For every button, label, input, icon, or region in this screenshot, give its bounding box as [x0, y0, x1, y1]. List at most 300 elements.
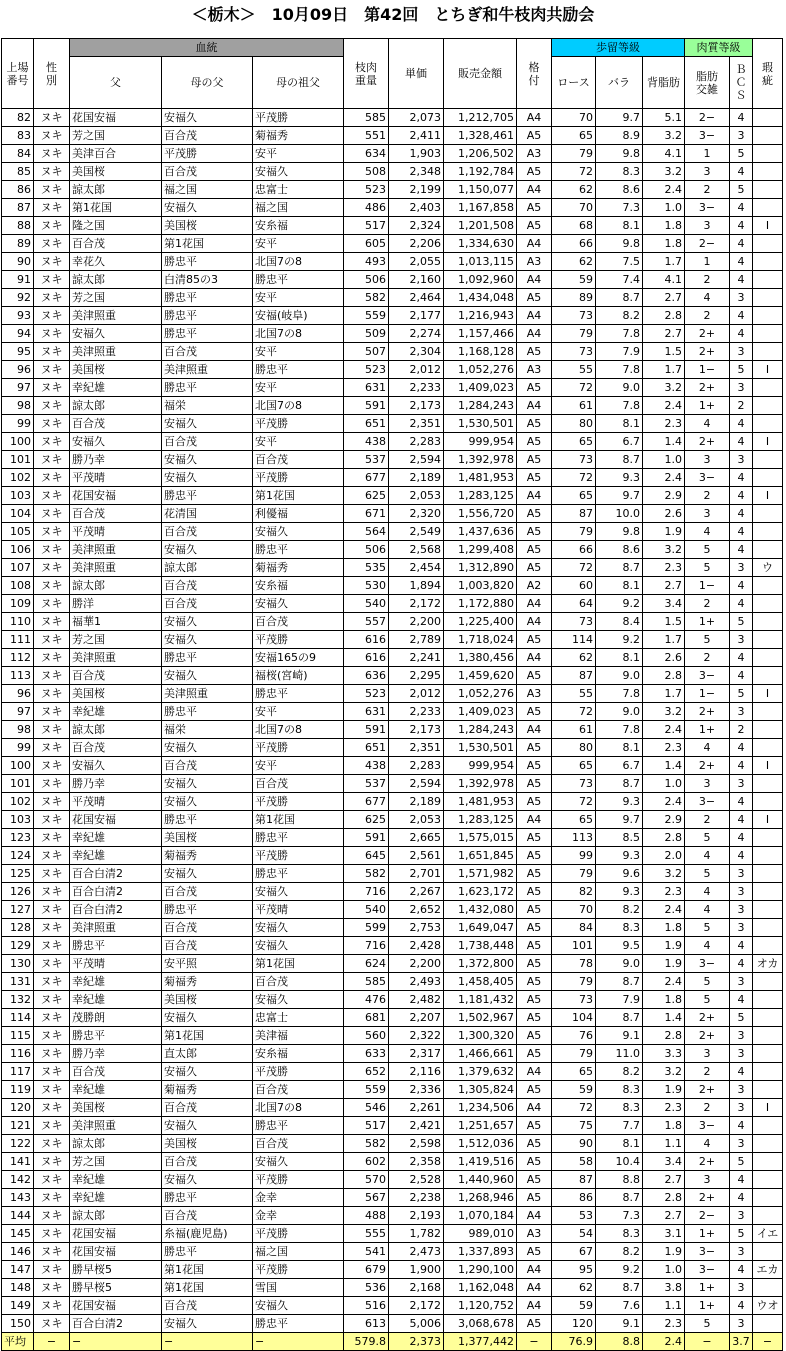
- cell-kakuzuke: A5: [517, 1045, 552, 1063]
- cell-sebishibo: 2.9: [643, 811, 685, 829]
- cell-chichi: 幸紀雄: [70, 1171, 162, 1189]
- cell-bango: 104: [2, 505, 34, 523]
- cell-seibetsu: ヌキ: [34, 1297, 70, 1315]
- cell-juryo: 679: [344, 1261, 389, 1279]
- cell-bango: 111: [2, 631, 34, 649]
- cell-tanka: 2,233: [389, 703, 444, 721]
- cell-shibo: 3: [685, 1045, 730, 1063]
- cell-kingaku: 1,409,023: [444, 703, 517, 721]
- cell-seibetsu: ヌキ: [34, 1009, 70, 1027]
- cell-tanka: 2,403: [389, 199, 444, 217]
- cell-bcs: 4: [730, 811, 753, 829]
- cell-rosu: 80: [552, 415, 596, 433]
- cell-haha-chichi: 勝忠平: [162, 253, 253, 271]
- cell-haha-chichi: 美国桜: [162, 1135, 253, 1153]
- cell-bango: 92: [2, 289, 34, 307]
- cell-haha-sofu: 第1花国: [253, 811, 344, 829]
- cell-shibo: 5: [685, 865, 730, 883]
- cell-haha-sofu: 安福久: [253, 991, 344, 1009]
- table-row: [2, 1207, 783, 1225]
- cell-haha-sofu: 平茂勝: [253, 847, 344, 865]
- cell-kashi: [753, 1009, 783, 1027]
- table-row: [2, 811, 783, 829]
- table-row: [2, 1189, 783, 1207]
- table-row: [2, 1099, 783, 1117]
- cell-rosu: 75: [552, 1117, 596, 1135]
- cell-tanka: 2,304: [389, 343, 444, 361]
- header-haha-chichi: 母の父: [162, 57, 253, 109]
- cell-shibo: 1−: [685, 361, 730, 379]
- cell-chichi: 幸紀雄: [70, 847, 162, 865]
- cell-bcs: 5: [730, 361, 753, 379]
- cell-kashi: [753, 829, 783, 847]
- cell-juryo: 579.8: [344, 1333, 389, 1351]
- cell-bara: 9.2: [596, 631, 643, 649]
- cell-seibetsu: ヌキ: [34, 721, 70, 739]
- cell-kakuzuke: A5: [517, 1027, 552, 1045]
- cell-haha-sofu: 北国7の8: [253, 397, 344, 415]
- cell-kingaku: 1,312,890: [444, 559, 517, 577]
- cell-rosu: 104: [552, 1009, 596, 1027]
- cell-haha-sofu: 北国7の8: [253, 325, 344, 343]
- cell-seibetsu: ヌキ: [34, 343, 70, 361]
- cell-sebishibo: 1.9: [643, 1081, 685, 1099]
- cell-bara: 8.1: [596, 1135, 643, 1153]
- cell-bcs: 3: [730, 775, 753, 793]
- cell-kingaku: 1,334,630: [444, 235, 517, 253]
- table-row: [2, 523, 783, 541]
- cell-kingaku: 1,556,720: [444, 505, 517, 523]
- cell-shibo: 4: [685, 415, 730, 433]
- cell-haha-sofu: 金幸: [253, 1207, 344, 1225]
- cell-chichi: 美国桜: [70, 1099, 162, 1117]
- cell-chichi: 美津照重: [70, 559, 162, 577]
- cell-juryo: 582: [344, 1135, 389, 1153]
- cell-haha-sofu: 安平: [253, 145, 344, 163]
- cell-haha-chichi: 安福久: [162, 1009, 253, 1027]
- cell-seibetsu: ヌキ: [34, 469, 70, 487]
- cell-juryo: 493: [344, 253, 389, 271]
- cell-kingaku: 1,649,047: [444, 919, 517, 937]
- cell-bango: 97: [2, 703, 34, 721]
- cell-kakuzuke: A5: [517, 991, 552, 1009]
- cell-bcs: 3: [730, 1315, 753, 1333]
- cell-haha-chichi: 勝忠平: [162, 487, 253, 505]
- cell-haha-chichi: 百合茂: [162, 757, 253, 775]
- cell-sebishibo: 1.1: [643, 1297, 685, 1315]
- cell-chichi: 花国安福: [70, 1297, 162, 1315]
- cell-kingaku: 1,284,243: [444, 397, 517, 415]
- cell-sebishibo: 1.8: [643, 235, 685, 253]
- cell-seibetsu: ヌキ: [34, 1171, 70, 1189]
- cell-sebishibo: 1.7: [643, 361, 685, 379]
- table-row: [2, 271, 783, 289]
- cell-bcs: 3: [730, 1207, 753, 1225]
- cell-sebishibo: 3.1: [643, 1225, 685, 1243]
- cell-bcs: 3: [730, 343, 753, 361]
- cell-seibetsu: ヌキ: [34, 451, 70, 469]
- cell-rosu: 80: [552, 739, 596, 757]
- cell-seibetsu: ヌキ: [34, 865, 70, 883]
- cell-bara: 7.9: [596, 991, 643, 1009]
- cell-bcs: 4: [730, 649, 753, 667]
- cell-juryo: 537: [344, 775, 389, 793]
- table-row: [2, 217, 783, 235]
- cell-sebishibo: 1.4: [643, 433, 685, 451]
- table-row: [2, 343, 783, 361]
- cell-kingaku: 1,571,982: [444, 865, 517, 883]
- cell-chichi: 幸紀雄: [70, 973, 162, 991]
- cell-juryo: 616: [344, 631, 389, 649]
- cell-chichi: 百合茂: [70, 667, 162, 685]
- cell-bcs: 4: [730, 325, 753, 343]
- cell-chichi: 幸紀雄: [70, 991, 162, 1009]
- cell-shibo: 5: [685, 991, 730, 1009]
- cell-kingaku: 1,003,820: [444, 577, 517, 595]
- cell-seibetsu: ヌキ: [34, 415, 70, 433]
- cell-kashi: [753, 1243, 783, 1261]
- cell-chichi: 美国桜: [70, 685, 162, 703]
- cell-haha-chichi: 百合茂: [162, 1297, 253, 1315]
- cell-seibetsu: ヌキ: [34, 1153, 70, 1171]
- table-row: [2, 1081, 783, 1099]
- cell-bcs: 4: [730, 433, 753, 451]
- cell-tanka: 2,358: [389, 1153, 444, 1171]
- cell-haha-chichi: 安福久: [162, 109, 253, 127]
- cell-kashi: ウ: [753, 559, 783, 577]
- cell-seibetsu: ヌキ: [34, 973, 70, 991]
- cell-bara: 9.1: [596, 1315, 643, 1333]
- cell-chichi: 美津百合: [70, 145, 162, 163]
- cell-juryo: 631: [344, 379, 389, 397]
- cell-haha-chichi: 安福久: [162, 865, 253, 883]
- table-row: [2, 1243, 783, 1261]
- cell-rosu: 55: [552, 361, 596, 379]
- cell-tanka: 2,189: [389, 469, 444, 487]
- cell-chichi: 福華1: [70, 613, 162, 631]
- cell-chichi: 諒太郎: [70, 397, 162, 415]
- cell-shibo: 3−: [685, 469, 730, 487]
- cell-sebishibo: 2.3: [643, 883, 685, 901]
- cell-haha-chichi: 花清国: [162, 505, 253, 523]
- cell-kingaku: 1,201,508: [444, 217, 517, 235]
- cell-haha-sofu: 平茂勝: [253, 469, 344, 487]
- cell-bcs: 3.7: [730, 1333, 753, 1351]
- cell-kingaku: 1,251,657: [444, 1117, 517, 1135]
- cell-juryo: 591: [344, 829, 389, 847]
- cell-bango: 130: [2, 955, 34, 973]
- table-row: [2, 289, 783, 307]
- header-kettou: 血統: [70, 39, 344, 57]
- cell-kingaku: 3,068,678: [444, 1315, 517, 1333]
- cell-bango: 103: [2, 487, 34, 505]
- cell-haha-chichi: 百合茂: [162, 433, 253, 451]
- cell-bara: 9.3: [596, 469, 643, 487]
- cell-bara: 8.8: [596, 1171, 643, 1189]
- cell-bcs: 3: [730, 1099, 753, 1117]
- cell-juryo: 560: [344, 1027, 389, 1045]
- cell-seibetsu: ヌキ: [34, 649, 70, 667]
- cell-sebishibo: 1.9: [643, 937, 685, 955]
- cell-kakuzuke: A5: [517, 829, 552, 847]
- cell-kingaku: 1,052,276: [444, 361, 517, 379]
- cell-bcs: 3: [730, 1027, 753, 1045]
- cell-rosu: 65: [552, 1063, 596, 1081]
- cell-tanka: 2,482: [389, 991, 444, 1009]
- cell-sebishibo: 1.0: [643, 451, 685, 469]
- cell-sebishibo: 2.0: [643, 847, 685, 865]
- cell-juryo: 559: [344, 307, 389, 325]
- cell-rosu: 72: [552, 1099, 596, 1117]
- cell-bcs: 4: [730, 505, 753, 523]
- cell-haha-chichi: 勝忠平: [162, 289, 253, 307]
- cell-chichi: 百合白清2: [70, 1315, 162, 1333]
- table-row: [2, 397, 783, 415]
- cell-kashi: [753, 883, 783, 901]
- cell-haha-sofu: 安福165の9: [253, 649, 344, 667]
- cell-juryo: 438: [344, 433, 389, 451]
- cell-sebishibo: 2.7: [643, 1171, 685, 1189]
- cell-haha-chichi: 福栄: [162, 397, 253, 415]
- cell-shibo: 3: [685, 1171, 730, 1189]
- cell-bango: 96: [2, 361, 34, 379]
- cell-bango: 146: [2, 1243, 34, 1261]
- cell-sebishibo: 2.3: [643, 559, 685, 577]
- cell-tanka: 2,172: [389, 595, 444, 613]
- cell-bango: 142: [2, 1171, 34, 1189]
- cell-sebishibo: 1.7: [643, 253, 685, 271]
- cell-kakuzuke: A4: [517, 613, 552, 631]
- cell-bango: 119: [2, 1081, 34, 1099]
- cell-tanka: 2,189: [389, 793, 444, 811]
- cell-bcs: 4: [730, 487, 753, 505]
- cell-seibetsu: ヌキ: [34, 811, 70, 829]
- cell-kakuzuke: A3: [517, 361, 552, 379]
- cell-kingaku: 1,419,516: [444, 1153, 517, 1171]
- table-row: [2, 235, 783, 253]
- cell-seibetsu: ヌキ: [34, 595, 70, 613]
- cell-seibetsu: ヌキ: [34, 577, 70, 595]
- cell-seibetsu: ヌキ: [34, 757, 70, 775]
- cell-shibo: 4: [685, 901, 730, 919]
- cell-chichi: 美津照重: [70, 541, 162, 559]
- cell-shibo: 1: [685, 145, 730, 163]
- cell-bango: 113: [2, 667, 34, 685]
- cell-sebishibo: 2.6: [643, 505, 685, 523]
- cell-shibo: 4: [685, 937, 730, 955]
- cell-rosu: 73: [552, 613, 596, 631]
- cell-haha-sofu: 安糸福: [253, 1045, 344, 1063]
- cell-haha-sofu: 安福久: [253, 919, 344, 937]
- cell-juryo: 585: [344, 973, 389, 991]
- cell-rosu: 67: [552, 1243, 596, 1261]
- cell-seibetsu: ヌキ: [34, 505, 70, 523]
- cell-chichi: 諒太郎: [70, 1135, 162, 1153]
- cell-bcs: 4: [730, 757, 753, 775]
- cell-kakuzuke: A5: [517, 847, 552, 865]
- cell-chichi: 勝忠平: [70, 1027, 162, 1045]
- cell-bango: 120: [2, 1099, 34, 1117]
- cell-sebishibo: 2.4: [643, 793, 685, 811]
- cell-bcs: 5: [730, 1009, 753, 1027]
- cell-kingaku: 1,162,048: [444, 1279, 517, 1297]
- cell-bara: 9.5: [596, 937, 643, 955]
- cell-bcs: 5: [730, 613, 753, 631]
- cell-haha-sofu: 菊福秀: [253, 559, 344, 577]
- cell-bara: 7.4: [596, 271, 643, 289]
- cell-seibetsu: ヌキ: [34, 145, 70, 163]
- cell-tanka: 2,528: [389, 1171, 444, 1189]
- cell-bara: 8.1: [596, 415, 643, 433]
- cell-kingaku: 1,172,880: [444, 595, 517, 613]
- cell-tanka: 2,053: [389, 811, 444, 829]
- cell-kashi: [753, 721, 783, 739]
- cell-kakuzuke: A5: [517, 559, 552, 577]
- cell-haha-sofu: 勝忠平: [253, 1117, 344, 1135]
- cell-kashi: [753, 937, 783, 955]
- cell-bcs: 4: [730, 1261, 753, 1279]
- cell-bcs: 3: [730, 919, 753, 937]
- cell-kingaku: 1,738,448: [444, 937, 517, 955]
- cell-juryo: 716: [344, 883, 389, 901]
- cell-rosu: 73: [552, 451, 596, 469]
- cell-kakuzuke: A5: [517, 1153, 552, 1171]
- cell-bcs: 4: [730, 235, 753, 253]
- table-row: [2, 1297, 783, 1315]
- cell-shibo: 2+: [685, 1027, 730, 1045]
- cell-seibetsu: ヌキ: [34, 325, 70, 343]
- cell-tanka: 2,549: [389, 523, 444, 541]
- cell-tanka: 2,241: [389, 649, 444, 667]
- cell-kashi: Ⅰ: [753, 811, 783, 829]
- cell-bara: 8.3: [596, 1081, 643, 1099]
- cell-bcs: 4: [730, 955, 753, 973]
- cell-rosu: 72: [552, 469, 596, 487]
- cell-haha-chichi: 安福久: [162, 415, 253, 433]
- cell-tanka: 2,701: [389, 865, 444, 883]
- cell-kashi: [753, 793, 783, 811]
- cell-juryo: 582: [344, 289, 389, 307]
- cell-bara: 8.3: [596, 1225, 643, 1243]
- cell-bara: 9.3: [596, 883, 643, 901]
- cell-seibetsu: ヌキ: [34, 919, 70, 937]
- cell-chichi: 平茂晴: [70, 523, 162, 541]
- cell-sebishibo: 2.3: [643, 1315, 685, 1333]
- cell-seibetsu: ヌキ: [34, 379, 70, 397]
- cell-bara: 7.8: [596, 325, 643, 343]
- cell-sebishibo: 2.7: [643, 577, 685, 595]
- cell-tanka: 2,351: [389, 739, 444, 757]
- cell-haha-chichi: 百合茂: [162, 937, 253, 955]
- cell-chichi: 芳之国: [70, 1153, 162, 1171]
- cell-bcs: 3: [730, 631, 753, 649]
- table-body: [2, 109, 783, 1351]
- table-row: [2, 451, 783, 469]
- cell-bcs: 4: [730, 523, 753, 541]
- cell-kingaku: 1,575,015: [444, 829, 517, 847]
- cell-shibo: 2+: [685, 433, 730, 451]
- header-kashi: 瑕 疵: [753, 39, 783, 109]
- cell-haha-chichi: 勝忠平: [162, 1243, 253, 1261]
- cell-sebishibo: 3.2: [643, 541, 685, 559]
- cell-kashi: [753, 127, 783, 145]
- cell-bango: 123: [2, 829, 34, 847]
- cell-juryo: 651: [344, 415, 389, 433]
- cell-haha-sofu: 百合茂: [253, 451, 344, 469]
- cell-rosu: 89: [552, 289, 596, 307]
- cell-seibetsu: ヌキ: [34, 829, 70, 847]
- cell-sebishibo: 3.4: [643, 595, 685, 613]
- cell-haha-chichi: 百合茂: [162, 163, 253, 181]
- cell-shibo: 5: [685, 1315, 730, 1333]
- cell-rosu: 79: [552, 325, 596, 343]
- cell-haha-sofu: 百合茂: [253, 613, 344, 631]
- cell-bcs: 3: [730, 883, 753, 901]
- cell-bara: 8.9: [596, 127, 643, 145]
- cell-juryo: 438: [344, 757, 389, 775]
- cell-kashi: [753, 1135, 783, 1153]
- cell-seibetsu: ヌキ: [34, 163, 70, 181]
- cell-bcs: 3: [730, 1135, 753, 1153]
- cell-rosu: 70: [552, 199, 596, 217]
- cell-bara: 8.3: [596, 1099, 643, 1117]
- cell-juryo: 636: [344, 667, 389, 685]
- header-bara: バラ: [596, 57, 643, 109]
- cell-juryo: 546: [344, 1099, 389, 1117]
- cell-haha-sofu: 勝忠平: [253, 685, 344, 703]
- cell-kingaku: 1,299,408: [444, 541, 517, 559]
- cell-haha-chichi: 安福久: [162, 469, 253, 487]
- cell-kashi: [753, 649, 783, 667]
- cell-kakuzuke: A4: [517, 235, 552, 253]
- cell-shibo: 3: [685, 217, 730, 235]
- table-row: [2, 541, 783, 559]
- cell-bango: 98: [2, 397, 34, 415]
- cell-haha-chichi: 安福久: [162, 631, 253, 649]
- cell-shibo: 4: [685, 1135, 730, 1153]
- cell-bara: 8.1: [596, 577, 643, 595]
- cell-bango: 141: [2, 1153, 34, 1171]
- cell-bara: 6.7: [596, 757, 643, 775]
- cell-haha-sofu: 平茂勝: [253, 793, 344, 811]
- cell-kakuzuke: A4: [517, 181, 552, 199]
- cell-sebishibo: 1.7: [643, 631, 685, 649]
- cell-sebishibo: 1.7: [643, 685, 685, 703]
- cell-kingaku: 989,010: [444, 1225, 517, 1243]
- cell-haha-sofu: 勝忠平: [253, 829, 344, 847]
- cell-chichi: 芳之国: [70, 631, 162, 649]
- cell-kakuzuke: A5: [517, 523, 552, 541]
- cell-sebishibo: 1.9: [643, 523, 685, 541]
- cell-juryo: 535: [344, 559, 389, 577]
- cell-shibo: 1: [685, 253, 730, 271]
- cell-bcs: 4: [730, 847, 753, 865]
- cell-bara: 7.3: [596, 1207, 643, 1225]
- cell-bango: 125: [2, 865, 34, 883]
- cell-haha-chichi: 安福久: [162, 739, 253, 757]
- cell-chichi: 諒太郎: [70, 1207, 162, 1225]
- cell-juryo: 570: [344, 1171, 389, 1189]
- cell-tanka: 2,295: [389, 667, 444, 685]
- cell-rosu: 73: [552, 307, 596, 325]
- cell-juryo: 559: [344, 1081, 389, 1099]
- cell-bara: 7.5: [596, 253, 643, 271]
- cell-kashi: [753, 451, 783, 469]
- cell-chichi: 幸花久: [70, 253, 162, 271]
- cell-chichi: 百合茂: [70, 235, 162, 253]
- cell-bara: 8.7: [596, 1009, 643, 1027]
- cell-chichi: −: [70, 1333, 162, 1351]
